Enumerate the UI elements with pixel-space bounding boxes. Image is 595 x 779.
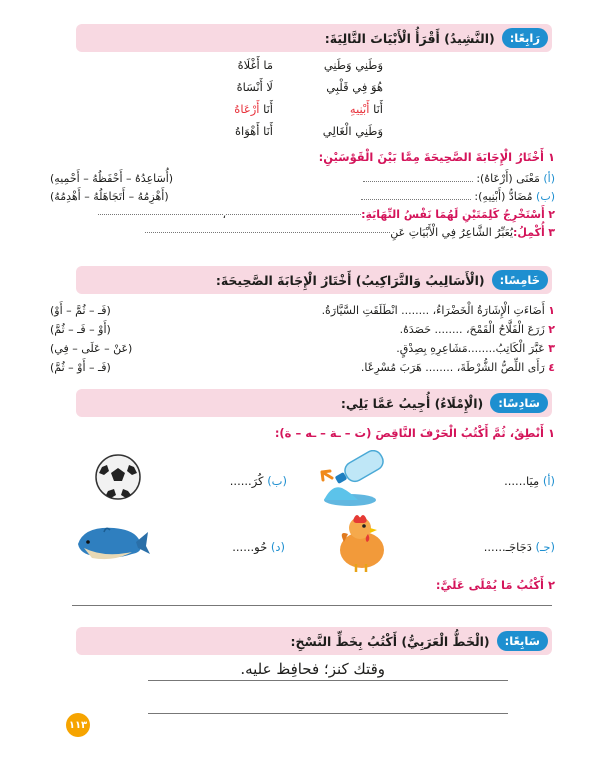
s4-q2-number: ٢ [548, 208, 555, 221]
word-d-text: حُو...... [232, 540, 271, 554]
s4-q2-text: أَسْتَخْرِجُ كَلِمَتَيْنِ لَهُمَا نَفْسُ النِّهَايَةِ: [361, 208, 545, 221]
poem-line-1-right: وَطَنِي وَطَنِي [323, 58, 383, 72]
football-image [94, 453, 142, 501]
water-bottle-image [314, 450, 392, 508]
s5-item-4 [50, 359, 555, 376]
section-four-pill: رَابِعًا: [502, 28, 548, 48]
word-c-text: دَجَاجَـ...... [483, 540, 536, 554]
s5-item-2-number: ٢ [548, 323, 555, 336]
dictation-line[interactable] [72, 605, 552, 606]
s4-q3-number: ٣ [548, 226, 555, 239]
section-four-title: (النَّشِيدُ) أَقْرَأُ الْأَبْيَاتَ التَّالِيَةَ: [324, 30, 495, 46]
s4-q3-head: أُكْمِلُ: [513, 226, 545, 239]
s5-item-2-text: زَرَعَ الْفَلَّاحُ الْقَمْحَ، ........ حَصَدَهُ. [399, 323, 545, 336]
s6-question-2 [436, 578, 555, 592]
word-a [504, 474, 555, 488]
word-b-label: (ب) [267, 474, 287, 488]
s4-q1b-answer-blank[interactable] [361, 199, 471, 200]
s6-question-1 [275, 426, 555, 440]
poem-line-3-right-a: أَنَا [369, 102, 383, 116]
s4-q1a-row [50, 170, 555, 187]
section-seven-header [76, 627, 552, 655]
s6-q1-number: ١ [547, 426, 555, 440]
s5-item-2-options: (أَوْ – فَـ – ثُمَّ) [50, 323, 111, 336]
s4-q1b-label: (ب) [536, 190, 555, 203]
s4-q3-blank[interactable] [145, 232, 390, 233]
s5-item-1-text: أَضَاءَتِ الْإِشَارَةُ الْخَضْرَاءُ، ........ انْطَلَقَتِ السَّيَّارَةُ. [321, 304, 545, 317]
s4-q2-separator: ، [222, 208, 227, 221]
s4-q2-row [50, 206, 555, 223]
poem-line-3-left [234, 102, 273, 116]
section-five-title: (الْأَسَالِيبُ وَالتَّرَاكِيبُ) أَخْتَارُ الْإِجَابَةَ الصَّحِيحَةَ: [215, 272, 485, 288]
word-d [232, 540, 285, 554]
s5-item-1-options: (فَـ – ثُمَّ – أَوْ) [50, 304, 111, 317]
s4-q1-number: ١ [547, 150, 555, 164]
poem-line-3-left-a: أَنَا [259, 102, 273, 116]
s5-item-4-number: ٤ [548, 361, 555, 374]
s4-q2-blank-2[interactable] [98, 214, 223, 215]
s4-q1b-stem [361, 190, 555, 203]
s4-q1b-row [50, 188, 555, 205]
s5-item-1-stem [322, 304, 555, 317]
word-d-label: (د) [270, 540, 285, 554]
calligraphy-model-line [148, 680, 508, 681]
s4-q2-blank-1[interactable] [226, 214, 361, 215]
whale-image [74, 518, 150, 568]
s5-item-1-number: ١ [548, 304, 555, 317]
section-five-header [76, 266, 552, 294]
s6-q2-number: ٢ [547, 578, 555, 592]
s5-item-3-options: (عَنْ – عَلَى – فِي) [50, 342, 133, 355]
s4-q1a-stem [363, 172, 555, 185]
s5-item-3-stem [396, 342, 555, 355]
word-c [484, 540, 555, 554]
poem-line-1-left: مَا أَغْلَاهُ [237, 58, 273, 72]
s4-q1b-options: (أَهْزِمُهُ – أَتَجَاهَلُهُ – أَهْدِمُهُ) [50, 190, 169, 203]
s4-question-1 [319, 150, 555, 164]
s6-q1-text: أَنْطِقُ، ثُمَّ أَكْتُبُ الْحَرْفَ النَّاقِصَ (ت – ـة – ـه – ة): [274, 426, 544, 440]
calligraphy-practice-line[interactable] [148, 713, 508, 714]
section-seven-pill: سَابِعًا: [497, 631, 548, 651]
s4-q3-text: يُعَبِّرُ الشَّاعِرُ فِي الْأَبْيَاتِ عَنِ [390, 226, 514, 239]
word-b [230, 474, 287, 488]
poem-word-arahu: أَرْعَاهُ [234, 102, 260, 116]
section-five-pill: خَامِسًا: [492, 270, 548, 290]
section-seven-title: (الْخَطُّ الْعَرَبِيُّ) أَكْتُبُ بِخَطِّ النَّسْخِ: [290, 633, 490, 649]
s5-item-4-stem [361, 361, 555, 374]
s5-item-3 [50, 340, 555, 357]
poem-word-abnihi: أَبْنِيهِ [349, 102, 370, 116]
page-number-badge: ١١٣ [66, 713, 90, 737]
word-b-text: كُرَ...... [229, 474, 268, 488]
calligraphy-phrase: وقتك كنز؛ فحافِظ عليه. [240, 660, 385, 678]
poem-line-2-right: هُوَ فِي قَلْبِي [326, 80, 383, 94]
section-four-header [76, 24, 552, 52]
poem-line-2-left: لَا أَنْسَاهُ [236, 80, 273, 94]
s4-q1-text: أَخْتَارُ الْإِجَابَةَ الصَّحِيحَةَ مِمَّا بَيْنَ الْقَوْسَيْنِ: [318, 150, 544, 164]
s4-q1a-label: (أ) [543, 172, 555, 185]
word-a-label: (أ) [542, 474, 555, 488]
s4-q1a-text: مَعْنَى (أَرْعَاهُ): [472, 172, 540, 185]
s4-q1b-text: مُضَادُّ (أَبْنِيهِ): [470, 190, 533, 203]
word-c-label: (جـ) [535, 540, 555, 554]
s5-item-3-text: عَبَّرَ الْكَاتِبُ........مَشَاعِرِهِ بِصِدْقٍ. [396, 342, 545, 355]
s4-q1a-options: (أُسَاعِدُهُ – أَحْفَظُهُ – أَحْمِيهِ) [50, 172, 174, 185]
s5-item-3-number: ٣ [548, 342, 555, 355]
s5-item-1 [50, 302, 555, 319]
s5-item-4-options: (فَـ – أَوْ – ثُمَّ) [50, 361, 111, 374]
s4-q1a-answer-blank[interactable] [363, 181, 473, 182]
s5-item-2-stem [400, 323, 555, 336]
s5-item-2 [50, 321, 555, 338]
section-six-pill: سَادِسًا: [490, 393, 548, 413]
section-six-header [76, 389, 552, 417]
section-six-title: (الْإِمْلَاءُ) أُجِيبُ عَمَّا يَلِي: [340, 395, 484, 411]
poem-line-4-left: أَنَا أَهْوَاهُ [235, 124, 273, 138]
poem-line-3-right [350, 102, 383, 116]
poem-line-4-right: وَطَنِي الْغَالِي [322, 124, 383, 138]
word-a-text: مِيَا...... [504, 474, 543, 488]
s6-q2-text: أَكْتُبُ مَا يُمْلَى عَلَيَّ: [435, 578, 544, 592]
hen-image [330, 512, 390, 574]
s5-item-4-text: رَأَى اللِّصُّ الشُّرْطَةَ، ........ هَرَبَ مُسْرِعًا. [360, 361, 545, 374]
s4-q3-row [50, 224, 555, 241]
